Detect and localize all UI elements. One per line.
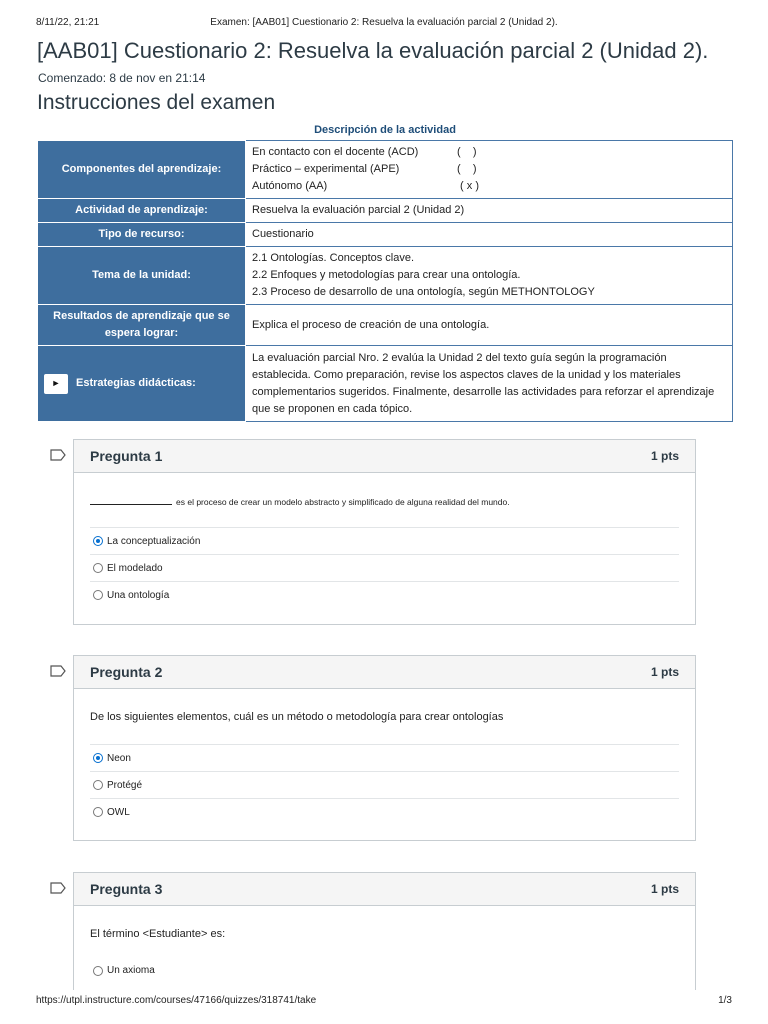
question-points: 1 pts [650, 449, 679, 463]
print-url: https://utpl.instructure.com/courses/47166/quizzes/318741/take [36, 995, 317, 1006]
description-table [37, 140, 733, 422]
print-date: 8/11/22, 21:21 [36, 17, 100, 28]
radio-icon[interactable] [93, 807, 103, 817]
question-points: 1 pts [650, 882, 679, 896]
answer-label: El modelado [107, 562, 163, 574]
answer-option[interactable] [90, 957, 679, 984]
description-caption: Descripción de la actividad [314, 124, 456, 136]
question-header [74, 440, 695, 473]
question-text: El término <Estudiante> es: [90, 928, 226, 940]
question-body [74, 906, 695, 984]
topic-line: 2.3 Proceso de desarrollo de una ontología, según METHONTOLOGY [252, 286, 595, 298]
row-resultados [38, 305, 733, 346]
component-mark: ( x ) [457, 180, 479, 192]
answer-label: La conceptualización [107, 535, 201, 547]
answer-option[interactable] [90, 554, 679, 581]
instructions-title: Instrucciones del examen [37, 91, 276, 114]
question-text: De los siguientes elementos, cuál es un método o metodología para crear ontologías [90, 711, 504, 723]
answer-option[interactable] [90, 771, 679, 798]
row-value [246, 141, 733, 199]
answer-label: Una ontología [107, 589, 170, 601]
radio-selected-icon[interactable] [93, 536, 103, 546]
component-name: En contacto con el docente (ACD) [252, 146, 419, 158]
answer-list [90, 527, 679, 608]
row-label: Tipo de recurso: [38, 223, 246, 247]
question-header [74, 656, 695, 689]
play-icon[interactable]: ► [44, 374, 68, 394]
answer-list [90, 744, 679, 825]
row-actividad [38, 199, 733, 223]
answer-option[interactable] [90, 581, 679, 608]
answer-label: Protégé [107, 779, 143, 791]
radio-icon[interactable] [93, 966, 103, 976]
radio-icon[interactable] [93, 590, 103, 600]
row-tema [38, 247, 733, 305]
strategies-label-wrap [42, 374, 241, 394]
row-label: Tema de la unidad: [38, 247, 246, 305]
answer-label: Neon [107, 752, 131, 764]
component-line [252, 178, 726, 195]
question-header [74, 873, 695, 906]
row-value: Cuestionario [246, 223, 733, 247]
bookmark-flag-icon[interactable] [50, 882, 66, 894]
fill-blank [90, 504, 172, 505]
component-mark: ( ) [457, 146, 477, 158]
row-value: Resuelva la evaluación parcial 2 (Unidad 2) [246, 199, 733, 223]
bookmark-flag-icon[interactable] [50, 449, 66, 461]
question-title: Pregunta 1 [90, 448, 163, 464]
answer-list [90, 957, 679, 984]
radio-icon[interactable] [93, 780, 103, 790]
bookmark-flag-icon[interactable] [50, 665, 66, 677]
row-tipo [38, 223, 733, 247]
radio-selected-icon[interactable] [93, 753, 103, 763]
component-line [252, 144, 726, 161]
question-2 [73, 655, 696, 841]
question-text-content: es el proceso de crear un modelo abstracto y simplificado de alguna realidad del mundo. [176, 497, 510, 507]
row-label: Resultados de aprendizaje que se espera lograr: [38, 305, 246, 346]
component-name: Autónomo (AA) [252, 180, 328, 192]
strategies-label: Estrategias didácticas: [76, 377, 196, 389]
row-value [246, 247, 733, 305]
quiz-started-time: Comenzado: 8 de nov en 21:14 [38, 71, 206, 85]
question-title: Pregunta 2 [90, 664, 163, 680]
answer-option[interactable] [90, 744, 679, 771]
answer-label: Un axioma [107, 965, 155, 976]
quiz-title: [AAB01] Cuestionario 2: Resuelva la evaluación parcial 2 (Unidad 2). [37, 38, 709, 63]
row-label: Actividad de aprendizaje: [38, 199, 246, 223]
row-label: Componentes del aprendizaje: [38, 141, 246, 199]
radio-icon[interactable] [93, 563, 103, 573]
question-text [90, 473, 679, 527]
topic-line: 2.2 Enfoques y metodologías para crear una ontología. [252, 269, 521, 281]
question-3 [73, 872, 696, 990]
row-estrategias [38, 346, 733, 422]
question-points: 1 pts [650, 665, 679, 679]
question-1 [73, 439, 696, 625]
row-value: La evaluación parcial Nro. 2 evalúa la Unidad 2 del texto guía según la programación establecida. Como preparación, revise los aspectos claves de la unidad y los materiales complementarios sugeridos. Finalmente, desarrolle las actividades para reforzar el aprendizaje que se proponen en cada tópico. [246, 346, 733, 422]
print-document-title: Examen: [AAB01] Cuestionario 2: Resuelva la evaluación parcial 2 (Unidad 2). [210, 17, 558, 28]
answer-option[interactable] [90, 527, 679, 554]
answer-option[interactable] [90, 798, 679, 825]
topic-line: 2.1 Ontologías. Conceptos clave. [252, 252, 415, 264]
question-title: Pregunta 3 [90, 881, 163, 897]
question-body [74, 689, 695, 825]
row-componentes [38, 141, 733, 199]
row-label [38, 346, 246, 422]
answer-label: OWL [107, 806, 130, 818]
question-body [74, 473, 695, 608]
component-mark: ( ) [457, 163, 477, 175]
print-page-number: 1/3 [718, 995, 732, 1006]
component-name: Práctico – experimental (APE) [252, 163, 400, 175]
row-value: Explica el proceso de creación de una ontología. [246, 305, 733, 346]
component-line [252, 161, 726, 178]
